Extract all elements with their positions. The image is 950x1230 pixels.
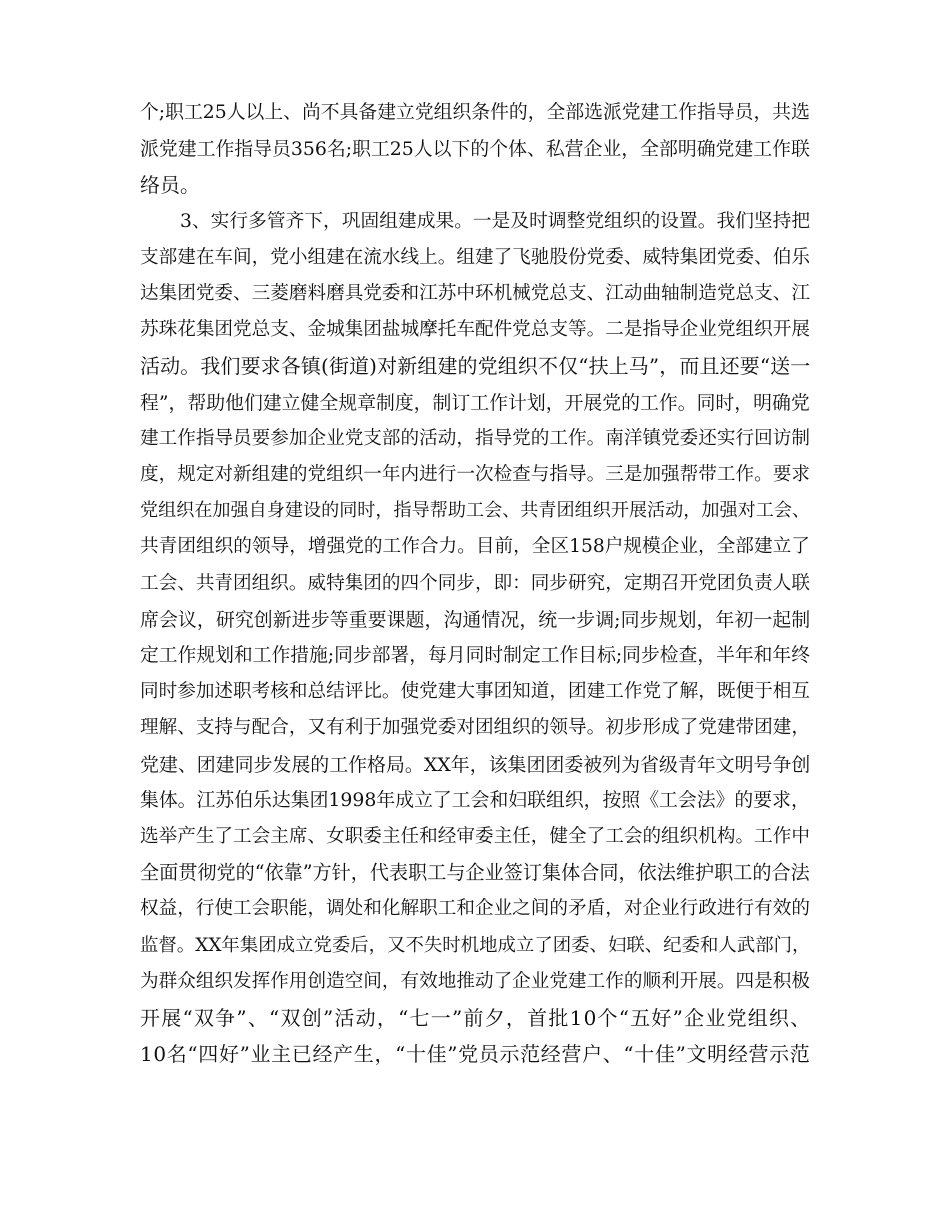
text-line: 理解、支持与配合，又有利于加强党委对团组织的领导。初步形成了党建带团建， xyxy=(140,717,810,739)
text-line: 全面贯彻党的“依靠”方针，代表职工与企业签订集体合同，依法维护职工的合法 xyxy=(140,861,810,885)
text-line: 络员。 xyxy=(140,173,200,198)
text-line: 为群众组织发挥作用创造空间，有效地推动了企业党建工作的顺利开展。四是积极 xyxy=(140,970,810,992)
text-line: 开展“双争”、“双创”活动，“七一”前夕，首批10个“五好”企业党组织、 xyxy=(140,1006,812,1030)
text-line: 达集团党委、三菱磨料磨具党委和江苏中环机械党总支、江动曲轴制造党总支、江 xyxy=(140,283,810,304)
text-line: 集体。江苏伯乐达集团1998年成立了工会和妇联组织，按照《工会法》的要求， xyxy=(140,789,810,811)
text-line: 10名“四好”业主已经产生，“十佳”党员示范经营户、“十佳”文明经营示范 xyxy=(140,1042,811,1067)
text-line: 定工作规划和工作措施;同步部署，每月同时制定工作目标;同步检查，半年和年终 xyxy=(140,645,810,666)
text-line: 工会、共青团组织。威特集团的四个同步，即：同步研究，定期召开党团负责人联 xyxy=(140,572,810,594)
text-line: 度，规定对新组建的党组织一年内进行一次检查与指导。三是加强帮带工作。要求 xyxy=(140,464,810,485)
text-line: 程”，帮助他们建立健全规章制度，制订工作计划，开展党的工作。同时，明确党 xyxy=(140,391,810,414)
text-line: 监督。XX年集团成立党委后，又不失时机地成立了团委、妇联、纪委和人武部门， xyxy=(140,934,811,956)
text-line: 同时参加述职考核和总结评比。使党建大事团知道，团建工作党了解，既便于相互 xyxy=(140,681,810,703)
text-line: 席会议，研究创新进步等重要课题，沟通情况，统一步调;同步规划，年初一起制 xyxy=(140,608,811,631)
text-line: 党组织在加强自身建设的同时，指导帮助工会、共青团组织开展活动，加强对工会、 xyxy=(140,500,811,522)
paragraph-start-line: 3、实行多管齐下，巩固组建成果。一是及时调整党组织的设置。我们坚持把 xyxy=(180,210,811,232)
text-line: 活动。我们要求各镇(街道)对新组建的党组织不仅“扶上马”，而且还要“送一 xyxy=(140,354,811,379)
text-line: 派党建工作指导员356名;职工25人以下的个体、私营企业，全部明确党建工作联 xyxy=(140,138,810,161)
text-line: 苏珠花集团党总支、金城集团盐城摩托车配件党总支等。二是指导企业党组织开展 xyxy=(140,319,810,341)
text-line: 选举产生了工会主席、女职委主任和经审委主任，健全了工会的组织机构。工作中 xyxy=(140,826,810,847)
text-line: 个;职工25人以上、尚不具备建立党组织条件的，全部选派党建工作指导员，共选 xyxy=(140,102,810,123)
text-line: 建工作指导员要参加企业党支部的活动，指导党的工作。南洋镇党委还实行回访制 xyxy=(140,427,810,449)
text-line: 共青团组织的领导，增强党的工作合力。目前，全区158户规模企业，全部建立了 xyxy=(140,536,810,558)
text-line: 权益，行使工会职能，调处和化解职工和企业之间的矛盾，对企业行政进行有效的 xyxy=(140,898,810,920)
text-line: 党建、团建同步发展的工作格局。XX年，该集团团委被列为省级青年文明号争创 xyxy=(140,753,811,776)
text-line: 支部建在车间，党小组建在流水线上。组建了飞驰股份党委、威特集团党委、伯乐 xyxy=(140,246,810,268)
